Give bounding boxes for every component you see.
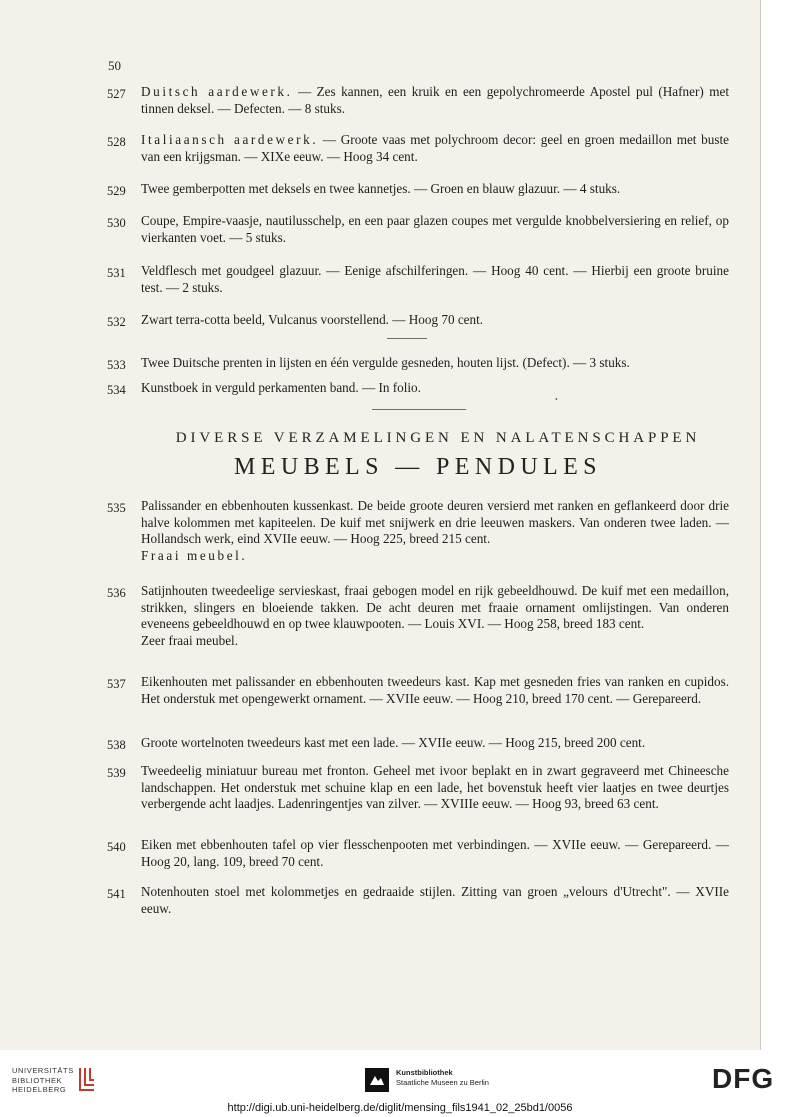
section-divider <box>372 409 466 410</box>
entry-text: Tweedeelig miniatuur bureau met fronton. Geheel met ivoor beplakt en in zwart gegraveerd met Chineesche landschappen. Het onderstuk met schuine klap en een lade, het bovenstuk heeft vier laatjes en twee deurtjes verbergende acht laadjes. Ladenringentjes van zilver. — XVIIIe eeuw. — Hoog 93, breed 63 cent. <box>141 763 729 811</box>
entry-text: Twee gemberpotten met deksels en twee kannetjes. — Groen en blauw glazuur. — 4 stuks. <box>141 181 621 196</box>
catalog-entry <box>107 498 729 564</box>
catalog-entry <box>107 380 729 397</box>
lot-number: 534 <box>107 383 126 397</box>
lot-number: 540 <box>107 840 126 854</box>
entry-text: Satijnhouten tweedeelige servieskast, fraai gebogen model en rijk gebeeldhouwd. De kuif met een medaillon, strikken, slingers en bloeiende takken. De acht deuren met fraaie ornament omlijstingen. Van onderen eveneens gebeeldhouwd en op twee klauwpooten. — Louis XVI. — Hoog 258, breed 183 cent. <box>141 583 729 631</box>
lot-number: 535 <box>107 501 126 515</box>
catalog-entry <box>107 132 729 165</box>
lot-number: 539 <box>107 766 126 780</box>
catalog-entry <box>107 583 729 649</box>
entry-note: Fraai meubel. <box>141 547 248 563</box>
lot-number: 538 <box>107 738 126 752</box>
entry-text: Veldflesch met goudgeel glazuur. — Eenige afschilferingen. — Hoog 40 cent. — Hierbij een groote bruine test. — 2 stuks. <box>141 263 729 295</box>
entry-text: Twee Duitsche prenten in lijsten en één vergulde gesneden, houten lijst. (Defect). — 3 stuks. <box>141 355 630 370</box>
catalog-entry <box>107 181 729 198</box>
entry-note: Zeer fraai meubel. <box>141 632 239 648</box>
heidelberg-library-logo[interactable]: UNIVERSITÄTS BIBLIOTHEK HEIDELBERG <box>12 1066 74 1094</box>
catalog-entry <box>107 735 729 752</box>
lot-number: 537 <box>107 677 126 691</box>
catalog-entry <box>107 213 729 246</box>
lot-number: 529 <box>107 184 126 198</box>
kunstbibliothek-logo-icon <box>365 1068 389 1092</box>
lot-number: 527 <box>107 87 126 101</box>
ink-speck: • <box>555 395 558 404</box>
entry-text: Kunstboek in verguld perkamenten band. — In folio. <box>141 380 421 395</box>
entry-text: Notenhouten stoel met kolommetjes en gedraaide stijlen. Zitting van groen „velours d'Utrecht". — XVIIe eeuw. <box>141 884 729 916</box>
catalog-entry <box>107 312 729 329</box>
entry-lead: Italiaansch aardewerk. <box>141 132 319 147</box>
viewer-footer <box>0 1050 800 1117</box>
lot-number: 536 <box>107 586 126 600</box>
entry-text: Groote wortelnoten tweedeurs kast met een lade. — XVIIe eeuw. — Hoog 215, breed 200 cent. <box>141 735 646 750</box>
entry-text: — Zes kannen, een kruik en een gepolychromeerde Apostel pul (Hafner) met tinnen deksel. — Defecten. — 8 stuks. <box>141 84 729 116</box>
entry-text: Coupe, Empire-vaasje, nautilusschelp, en een paar glazen coupes met vergulde knobbelversiering en relief, op vierkanten voet. — 5 stuks. <box>141 213 729 245</box>
lot-number: 531 <box>107 266 126 280</box>
catalog-entry <box>107 355 729 372</box>
catalog-entry <box>107 84 729 117</box>
lot-number: 532 <box>107 315 126 329</box>
lot-number: 528 <box>107 135 126 149</box>
lot-number: 533 <box>107 358 126 372</box>
lot-number: 541 <box>107 887 126 901</box>
entry-text: Eiken met ebbenhouten tafel op vier flesschenpooten met verbindingen. — XVIIe eeuw. — Gerepareerd. — Hoog 20, lang. 109, breed 70 cent. <box>141 837 729 869</box>
dfg-logo[interactable]: DFG <box>712 1063 775 1094</box>
entry-text: Palissander en ebbenhouten kussenkast. De beide groote deuren versierd met ranken en geflankeerd door drie halve kolommen met kapiteelen. De kuif met snijwerk en drie leeuwen maskers. Van onderen twee laden. — Hollandsch werk, eind XVIIe eeuw. — Hoog 225, breed 215 cent. <box>141 498 729 546</box>
heidelberg-emblem-icon <box>76 1066 98 1092</box>
catalog-entry <box>107 263 729 296</box>
kunstbibliothek-label[interactable]: Kunstbibliothek Staatliche Museen zu Berlin <box>396 1068 489 1087</box>
entry-text: Zwart terra-cotta beeld, Vulcanus voorstellend. — Hoog 70 cent. <box>141 312 484 327</box>
entry-text: Eikenhouten met palissander en ebbenhouten tweedeurs kast. Kap met gesneden fries van ranken en cupidos. Het onderstuk met opengewerkt ornament. — XVIIe eeuw. — Hoog 210, breed 170 cent. — Gerepareerd. <box>141 674 729 706</box>
catalog-entry <box>107 884 729 917</box>
section-heading: DIVERSE VERZAMELINGEN EN NALATENSCHAPPEN <box>175 430 701 446</box>
lot-number: 530 <box>107 216 126 230</box>
catalog-entry <box>107 837 729 870</box>
permalink-url[interactable]: http://digi.ub.uni-heidelberg.de/diglit/mensing_fils1941_02_25bd1/0056 <box>227 1102 573 1114</box>
catalog-entry <box>107 763 729 813</box>
catalog-entry <box>107 674 729 707</box>
short-divider <box>387 338 427 339</box>
page-number: 50 <box>108 58 121 73</box>
section-title: MEUBELS — PENDULES <box>234 454 602 480</box>
entry-text: — Groote vaas met polychroom decor: geel en groen medaillon met buste van een krijgsman. — XIXe eeuw. — Hoog 34 cent. <box>141 132 729 164</box>
entry-lead: Duitsch aardewerk. <box>141 84 293 99</box>
